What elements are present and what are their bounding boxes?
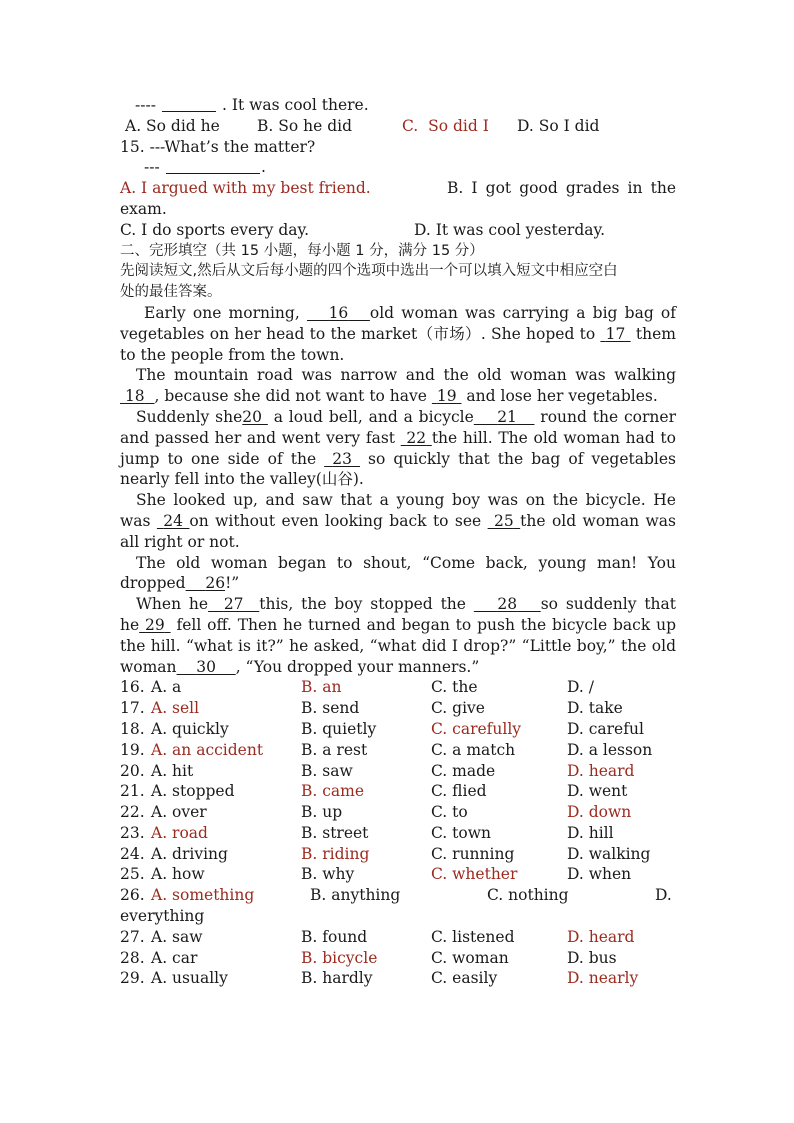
passage-paragraph-5: The old woman began to shout, “Come back, young man! You dropped 26!”	[120, 553, 676, 593]
q14-suffix: . It was cool there.	[222, 96, 369, 114]
question-number: 20.	[120, 761, 145, 780]
question-number: 23.	[120, 823, 145, 842]
answer-option: D. walking	[567, 844, 651, 863]
blank-22: 22	[406, 428, 427, 447]
answer-option: B. up	[301, 803, 343, 822]
answer-option: A. car	[151, 948, 198, 967]
answer-row	[120, 864, 676, 885]
answer-option: D. heard	[567, 761, 635, 780]
answer-row	[120, 677, 676, 698]
blank-20: 20	[242, 407, 263, 426]
answer-option: D. went	[567, 782, 628, 801]
answer-row	[120, 740, 676, 761]
answer-row	[120, 761, 676, 782]
answer-option: B. saw	[301, 761, 353, 780]
q14-option-c: C. So did I	[402, 116, 489, 135]
answer-option: B. why	[301, 865, 355, 884]
question-number: 26.	[120, 886, 145, 905]
q15-option-b: B. I got good grades in the	[447, 179, 676, 198]
answer-option: A. stopped	[151, 782, 235, 801]
answer-option: B. hardly	[301, 969, 373, 988]
q15-option-d: D. It was cool yesterday.	[414, 220, 606, 239]
q15-options-row2	[120, 199, 676, 220]
q14-options	[120, 116, 676, 137]
answer-row	[120, 719, 676, 740]
answer-row	[120, 968, 676, 989]
passage-paragraph-2: The mountain road was narrow and the old woman was walking 18 , because she did not want to have 19 and lose her vegetables.	[120, 365, 676, 407]
answer-row	[120, 698, 676, 719]
answer-option: B. found	[301, 927, 368, 946]
passage-paragraph-6: When he 27 this, the boy stopped the 28 so suddenly that he 29 fell off. Then he turned and began to push the bicycle back up the hill. “what is it?” he asked, “what did I drop?” “Little boy,” the old woman 30 , “You dropped your manners.”	[120, 595, 677, 676]
q15-option-c: C. I do sports every day.	[120, 220, 310, 239]
question-number: 25.	[120, 865, 145, 884]
blank-25: 25	[494, 511, 514, 530]
answer-option: B. came	[301, 782, 365, 801]
question-number: 16.	[120, 678, 145, 697]
worksheet-page	[120, 95, 676, 989]
answer-option: B. street	[301, 823, 369, 842]
question-number: 19.	[120, 740, 145, 759]
section-title: 二、完形填空（共 15 小题，每小题 1 分，满分 15 分）	[120, 242, 484, 259]
answer-option: C. a match	[431, 740, 516, 759]
answer-row	[120, 948, 676, 969]
answer-option: C. flied	[431, 782, 487, 801]
blank-24: 24	[163, 511, 184, 530]
answer-option: C. listened	[431, 927, 515, 946]
q15-answer-line	[120, 157, 676, 178]
answer-option: B. riding	[301, 844, 370, 863]
answer-row	[120, 802, 676, 823]
answer-row-continuation: everything	[120, 907, 205, 926]
q15-question	[120, 137, 676, 158]
question-number: 28.	[120, 948, 145, 967]
answer-options-list	[120, 677, 676, 989]
answer-option: A. over	[151, 803, 207, 822]
answer-blank	[162, 95, 216, 112]
answer-row	[120, 823, 676, 844]
blank-18: 18	[124, 387, 145, 406]
answer-option: C. nothing	[487, 886, 569, 905]
q15-option-b-cont: exam.	[120, 199, 167, 218]
answer-option: B. anything	[310, 886, 401, 905]
answer-option: B. an	[301, 678, 342, 697]
answer-option: C. give	[431, 699, 485, 718]
answer-option: C. carefully	[431, 719, 522, 738]
answer-option: A. something	[151, 886, 255, 905]
answer-option: D. down	[567, 803, 632, 822]
blank-28: 28	[497, 595, 518, 614]
answer-option: D. bus	[567, 948, 617, 967]
q14-prompt	[120, 95, 676, 116]
answer-row	[120, 781, 676, 802]
question-number: 17.	[120, 699, 145, 718]
blank-23: 23	[332, 449, 352, 468]
answer-option: B. bicycle	[301, 948, 378, 967]
q14-option-d: D. So I did	[517, 116, 600, 135]
answer-option: A. an accident	[151, 740, 264, 759]
answer-option: C. town	[431, 823, 491, 842]
blank-27: 27	[223, 595, 244, 614]
answer-option: D. a lesson	[567, 740, 653, 759]
answer-option: A. how	[151, 865, 205, 884]
question-number: 27.	[120, 927, 145, 946]
answer-option: D. careful	[567, 719, 644, 738]
answer-option: A. quickly	[151, 719, 229, 738]
answer-option: C. made	[431, 761, 496, 780]
answer-option: C. the	[431, 678, 478, 697]
q14-option-b: B. So he did	[257, 116, 353, 135]
q14-prefix: ----	[135, 96, 156, 114]
answer-option: A. road	[151, 823, 208, 842]
section-instruction-1: 先阅读短文,然后从文后每小题的四个选项中选出一个可以填入短文中相应空白	[120, 263, 618, 280]
answer-option: D. take	[567, 699, 623, 718]
answer-option: A. driving	[151, 844, 228, 863]
question-number: 24.	[120, 844, 145, 863]
blank-26: 26	[205, 574, 226, 593]
answer-option: A. saw	[151, 927, 203, 946]
answer-option: C. running	[431, 844, 515, 863]
blank-29: 29	[145, 615, 165, 634]
answer-option: D. nearly	[567, 969, 639, 988]
answer-option: C. woman	[431, 948, 509, 967]
answer-option: D. /	[567, 678, 594, 697]
answer-option: A. a	[151, 678, 182, 697]
answer-option: A. hit	[151, 761, 194, 780]
answer-option: A. usually	[151, 969, 228, 988]
answer-option: B. a rest	[301, 740, 368, 759]
question-number: 22.	[120, 803, 145, 822]
q15-answer-suffix: .	[261, 158, 266, 177]
passage-paragraph-3: Suddenly she20 a loud bell, and a bicycle 21 round the corner and passed her and went very fast 22 the hill. The old woman had to jump to one side of the 23 so quickly that the bag of vegetables nearly fell into the valley(山谷).	[120, 407, 676, 489]
answer-option: C. to	[431, 803, 468, 822]
q15-question-text: 15. ---What’s the matter?	[120, 137, 316, 156]
q15-options-row3	[120, 220, 676, 241]
q15-answer-prefix: ---	[144, 158, 160, 177]
question-number: 21.	[120, 782, 145, 801]
blank-19: 19	[436, 387, 457, 406]
blank-30: 30	[196, 657, 216, 676]
answer-option: A. sell	[151, 699, 200, 718]
passage-paragraph-4: She looked up, and saw that a young boy was on the bicycle. He was 24 on without even looking back to see 25 the old woman was all right or not.	[120, 491, 676, 551]
blank-21: 21	[497, 407, 517, 426]
answer-blank	[166, 157, 260, 174]
answer-option: B. quietly	[301, 719, 377, 738]
answer-option: C. easily	[431, 969, 498, 988]
question-number: 18.	[120, 719, 145, 738]
answer-option: C. whether	[431, 865, 518, 884]
answer-row	[120, 927, 676, 948]
q14-option-a: A. So did he	[125, 116, 220, 135]
question-number: 29.	[120, 969, 145, 988]
blank-16: 16	[328, 303, 349, 322]
answer-option: D. hill	[567, 823, 614, 842]
answer-option: D.	[655, 886, 672, 905]
q15-options-row1	[120, 178, 676, 199]
answer-option: B. send	[301, 699, 360, 718]
passage-paragraph-1: Early one morning, 16 old woman was carrying a big bag of vegetables on her head to the market（市场）. She hoped to 17 them to the people from the town.	[120, 303, 677, 364]
answer-option: D. heard	[567, 927, 635, 946]
blank-17: 17	[605, 324, 626, 343]
answer-row	[120, 885, 676, 906]
q15-option-a: A. I argued with my best friend.	[120, 179, 371, 198]
answer-option: D. when	[567, 865, 632, 884]
section-instruction-2: 处的最佳答案。	[120, 284, 222, 301]
answer-row	[120, 844, 676, 865]
